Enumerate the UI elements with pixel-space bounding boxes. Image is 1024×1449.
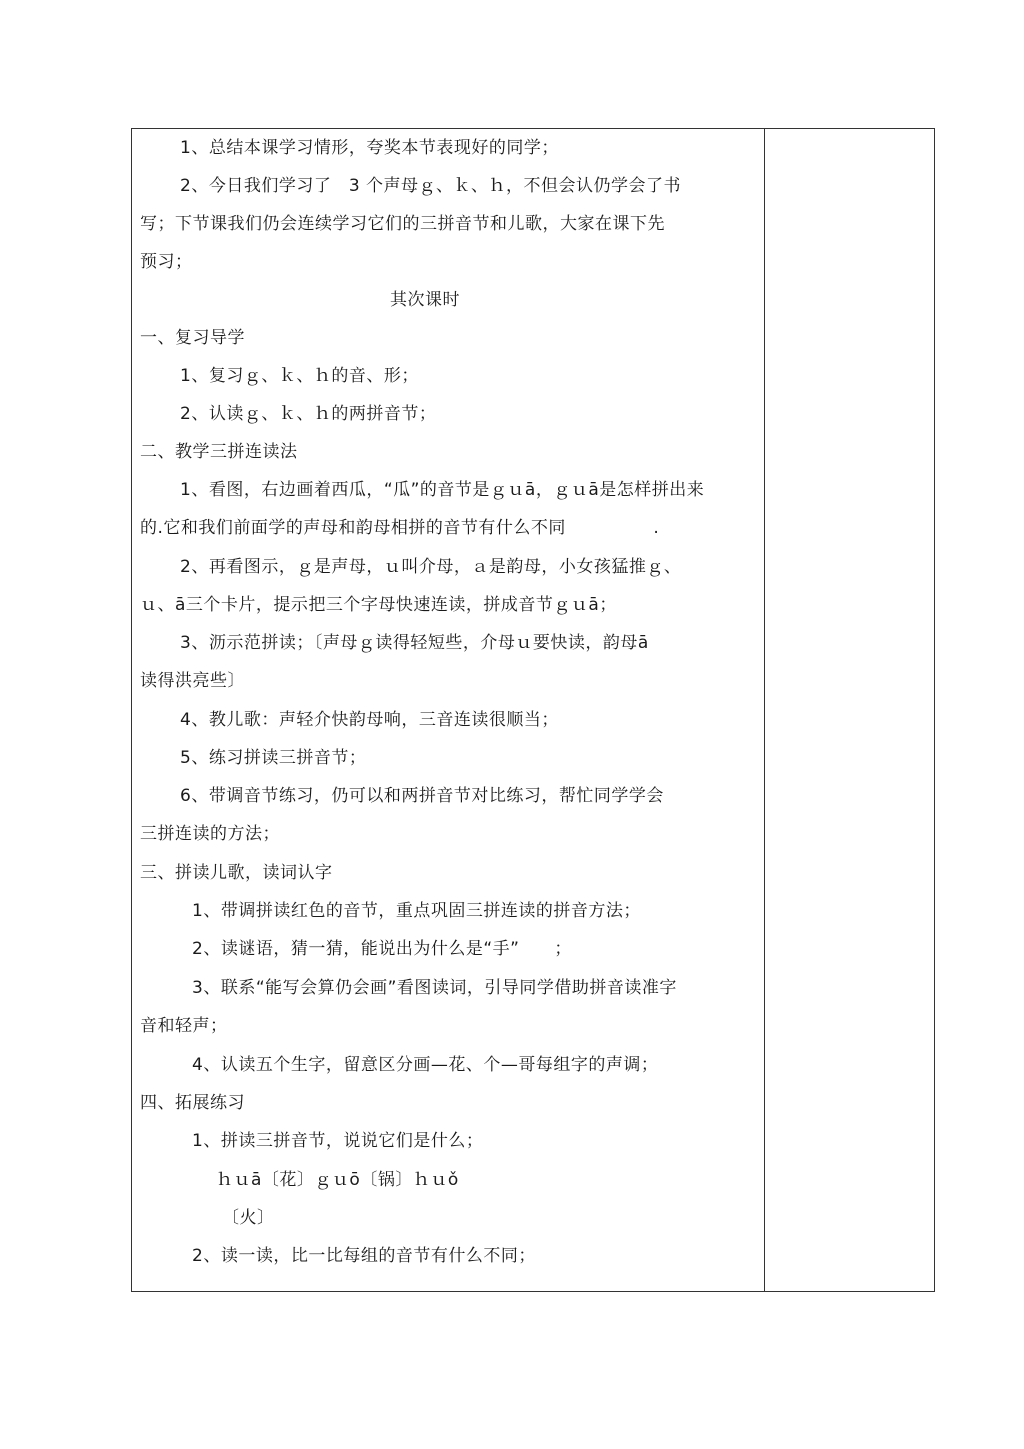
pinyin-examples-cont: 〔火〕	[222, 1208, 275, 1228]
teach-item-6-cont: 三拼连读的方法；	[140, 824, 280, 844]
extension-item-2: 2、读一读，比一比每组的音节有什么不同；	[192, 1246, 536, 1266]
review-item-1: 1、复习ｇ、ｋ、ｈ的音、形；	[180, 366, 419, 386]
main-content-cell	[132, 129, 764, 1291]
teach-item-6: 6、带调音节练习，仍可以和两拼音节对比练习，帮忙同学学会	[180, 786, 664, 806]
review-item-2: 2、认读ｇ、ｋ、ｈ的两拼音节；	[180, 404, 437, 424]
extension-item-1: 1、拼读三拼音节，说说它们是什么；	[192, 1131, 484, 1151]
summary-item-2-cont2: 预习；	[140, 252, 193, 272]
teach-item-1: 1、看图，右边画着西瓜，“瓜”的音节是ｇｕā，ｇｕā是怎样拼出来	[180, 480, 705, 500]
teach-item-2: 2、再看图示，ｇ是声母，ｕ叫介母，ａ是韵母，小女孩猛推ｇ、	[180, 557, 682, 577]
column-divider	[764, 129, 765, 1291]
section-title: 其次课时	[390, 290, 460, 310]
teach-item-2-cont: ｕ、ā三个卡片，提示把三个字母快速连读，拼成音节ｇｕā；	[140, 595, 617, 615]
rhyme-item-2: 2、读谜语，猜一猜，能说出为什么是“手” ；	[192, 939, 572, 959]
heading-review: 一、复习导学	[140, 328, 245, 348]
rhyme-item-3-cont: 音和轻声；	[140, 1016, 228, 1036]
teach-item-1-cont: 的.它和我们前面学的声母和韵母相拼的音节有什么不同 .	[140, 518, 660, 538]
rhyme-item-3: 3、联系“能写会算仍会画”看图读词，引导同学借助拼音读准字	[192, 978, 677, 998]
teach-item-3: 3、沥示范拼读；〔声母ｇ读得轻短些，介母ｕ要快读，韵母ā	[180, 633, 649, 653]
heading-three-spelling: 二、教学三拼连读法	[140, 442, 298, 462]
summary-item-1: 1、总结本课学习情形，夸奖本节表现好的同学；	[180, 138, 559, 158]
heading-rhyme: 三、拼读儿歌，读词认字	[140, 863, 333, 883]
teach-item-4: 4、教儿歌：声轻介快韵母响，三音连读很顺当；	[180, 710, 559, 730]
pinyin-examples: ｈｕā〔花〕ｇｕō〔锅〕ｈｕǒ	[216, 1170, 459, 1190]
teach-item-3-cont: 读得洪亮些〕	[140, 671, 245, 691]
rhyme-item-4: 4、认读五个生字，留意区分画—花、个—哥每组字的声调；	[192, 1055, 659, 1075]
lesson-plan-table	[131, 128, 935, 1292]
teach-item-5: 5、练习拼读三拼音节；	[180, 748, 367, 768]
summary-item-2: 2、今日我们学习了 3 个声母ｇ、ｋ、ｈ，不但会认仍学会了书	[180, 176, 682, 196]
summary-item-2-cont: 写；下节课我们仍会连续学习它们的三拼音节和儿歌，大家在课下先	[140, 214, 665, 234]
rhyme-item-1: 1、带调拼读红色的音节，重点巩固三拼连读的拼音方法；	[192, 901, 641, 921]
heading-extension: 四、拓展练习	[140, 1093, 245, 1113]
